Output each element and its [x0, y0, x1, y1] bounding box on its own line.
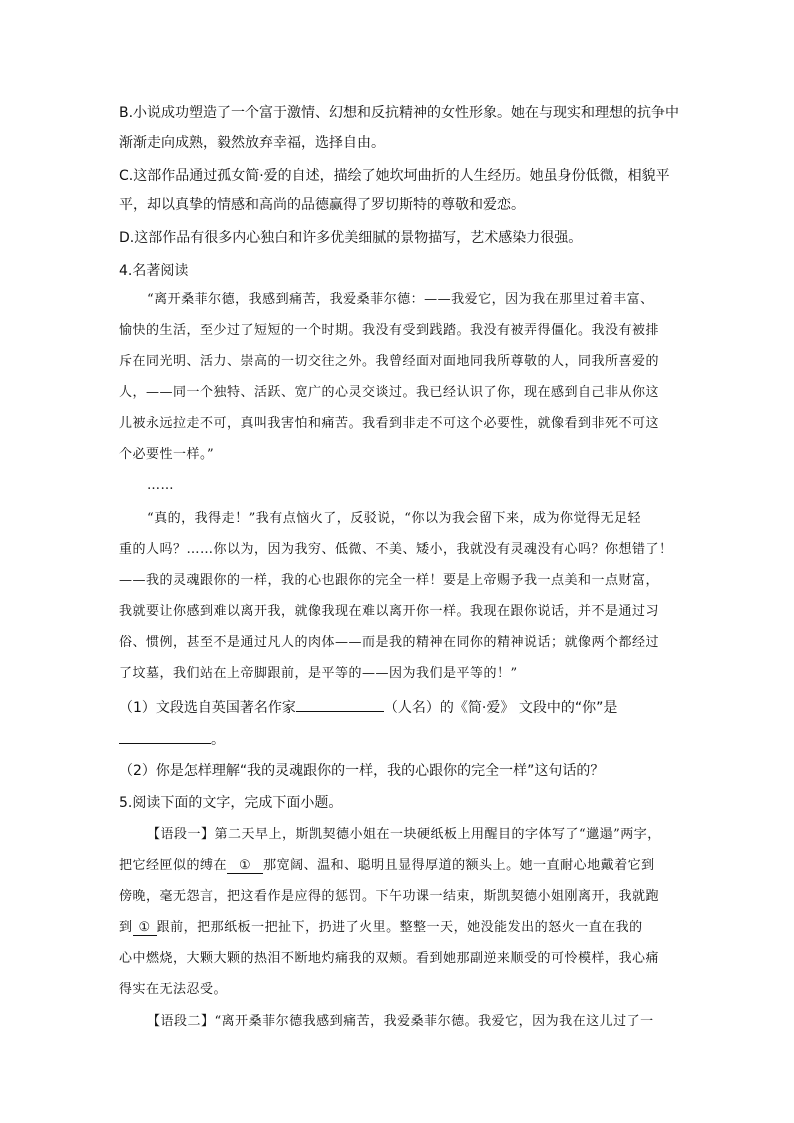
option-c-line-1: C.这部作品通过孤女简·爱的自述，描绘了她坎坷曲折的人生经历。她虽身份低微，相貌平 — [119, 168, 670, 184]
answer-blank-author[interactable] — [296, 697, 384, 712]
segment-1-text: 到 — [119, 920, 133, 935]
sub-question-2: （2）你是怎样理解“我的灵魂跟你的一样，我的心跟你的完全一样”这句话的？ — [119, 763, 605, 779]
blank-marker-1: ① — [227, 858, 263, 874]
segment-1-line — [119, 857, 655, 875]
option-b-line-1: B.小说成功塑造了一个富于激情、幻想和反抗精神的女性形象。她在与现实和理想的抗争中 — [119, 105, 680, 121]
option-c-line-2: 平，却以真挚的情感和高尚的品德赢得了罗切斯特的尊敬和爱恋。 — [119, 197, 525, 213]
option-b-line-2: 渐渐走向成熟，毅然放弃幸福，选择自由。 — [119, 135, 385, 151]
passage-1-line: 人，——同一个独特、活跃、宽广的心灵交谈过。我已经认识了你，现在感到自己非从你这 — [119, 385, 660, 400]
passage-1-line: 愉快的生活，至少过了短短的一个时期。我没有受到践踏。我没有被弄得僵化。我没有被排 — [119, 323, 660, 338]
segment-1-label: 【语段一】 — [147, 827, 215, 842]
passage-1-line: 斥在同光明、活力、崇高的一切交往之外。我曾经面对面地同我所尊敬的人，同我所喜爱的 — [119, 354, 660, 369]
passage-1-line: 儿被永远拉走不可，真叫我害怕和痛苦。我看到非走不可这个必要性，就像看到非死不可这 — [119, 416, 660, 431]
question-4-title: 4.名著阅读 — [119, 263, 189, 279]
question-5-title: 5.阅读下面的文字，完成下面小题。 — [119, 795, 343, 811]
segment-1-line: 心中燃烧，大颗大颗的热泪不断地灼痛我的双颊。看到她那副逆来顺受的可怜模样，我心痛 — [119, 951, 660, 966]
segment-2-text: “离开桑菲尔德我感到痛苦，我爱桑菲尔德。我爱它，因为我在这儿过了一 — [214, 1014, 654, 1029]
option-d-line: D.这部作品有很多内心独白和许多优美细腻的景物描写，艺术感染力很强。 — [119, 230, 583, 246]
segment-1-line: 傍晚，毫无怨言，把这看作是应得的惩罚。下午功课一结束，斯凯契德小姐刚离开，我就跑 — [119, 889, 660, 904]
segment-1-line — [119, 919, 643, 937]
passage-1-line: 个必要性一样。” — [119, 447, 215, 462]
segment-1-line: 得实在无法忍受。 — [119, 982, 228, 997]
passage-1-line: “离开桑菲尔德，我感到痛苦，我爱桑菲尔德：——我爱它，因为我在那里过着丰富、 — [147, 292, 654, 307]
passage-2-line: 我就要让你感到难以离开我，就像我现在难以离开你一样。我现在跟你说话，并不是通过习 — [119, 604, 660, 619]
ellipsis: …… — [147, 478, 174, 493]
passage-2-line: “真的，我得走！”我有点恼火了，反驳说，“你以为我会留下来，成为你觉得无足轻 — [147, 511, 641, 526]
segment-1-line — [147, 826, 661, 844]
blank-marker-2: ① — [133, 920, 157, 936]
passage-2-line: ——我的灵魂跟你的一样，我的心也跟你的完全一样！要是上帝赐予我一点美和一点财富， — [119, 573, 660, 588]
passage-2-line: 俗、惯例，甚至不是通过凡人的肉体——而是我的精神在同你的精神说话；就像两个都经过 — [119, 635, 660, 650]
segment-1-text: 那宽阔、温和、聪明且显得厚道的额头上。她一直耐心地戴着它到 — [263, 858, 655, 873]
passage-2-line: 了坟墓，我们站在上帝脚跟前，是平等的——因为我们是平等的！” — [119, 666, 518, 681]
segment-2-line — [147, 1013, 654, 1031]
segment-1-text: 把它经匣似的缚在 — [119, 858, 228, 873]
answer-blank-you[interactable] — [119, 729, 211, 744]
passage-2-line: 重的人吗？……你以为，因为我穷、低微、不美、矮小，我就没有灵魂没有心吗？你想错了！ — [119, 542, 673, 557]
segment-1-text: 第二天早上，斯凯契德小姐在一块硬纸板上用醒目的字体写了“邋遢”两字， — [214, 827, 661, 842]
segment-2-label: 【语段二】 — [147, 1014, 215, 1029]
sub-question-1 — [119, 697, 617, 717]
sub-question-1-text-a: （1）文段选自英国著名作家 — [119, 700, 296, 716]
sub-question-1-cont — [119, 729, 225, 749]
sub-question-1-end: 。 — [211, 732, 225, 748]
segment-1-text: 跟前，把那纸板一把扯下，扔进了火里。整整一天，她没能发出的怒火一直在我的 — [156, 920, 643, 935]
sub-question-1-text-b: （人名）的《简·爱》 文段中的“你”是 — [383, 700, 618, 716]
